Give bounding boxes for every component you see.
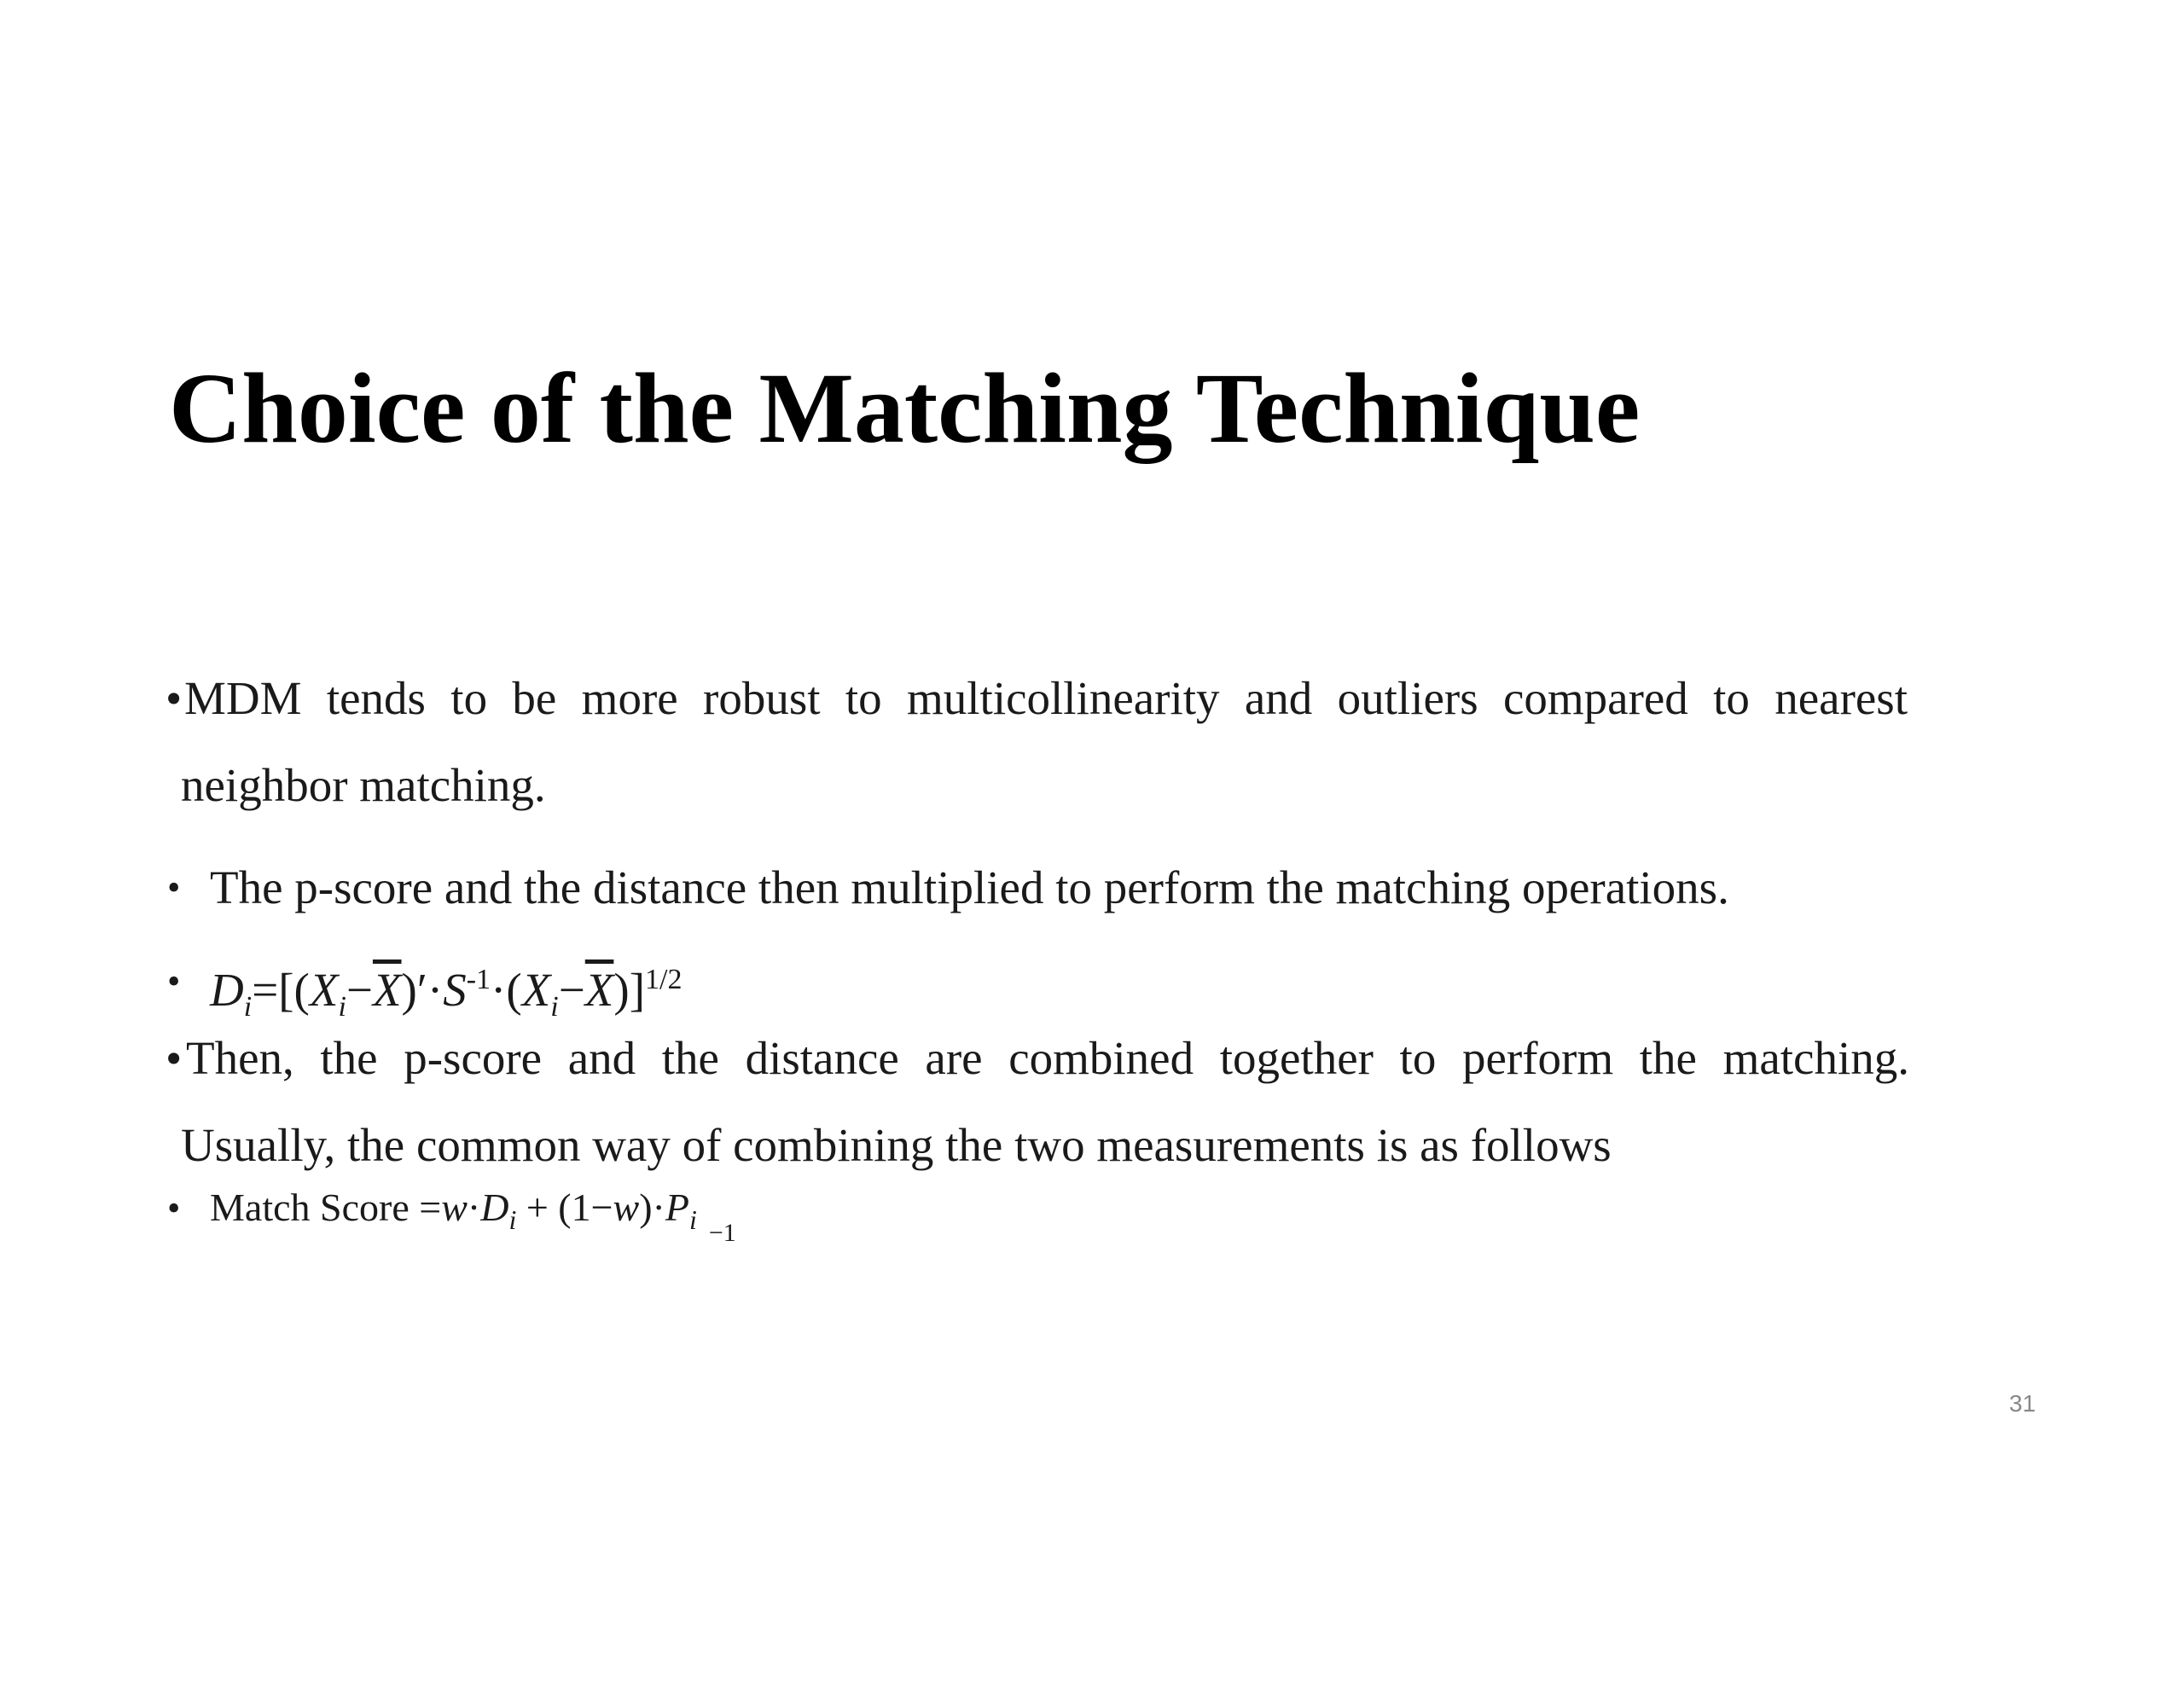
bullet-combined-line2: Usually, the common way of combining the two measurements is as follows	[181, 1119, 1612, 1171]
mahalanobis-formula: $D_i=[(X_i-\overline{X})'\cdot S^{-1}\cdot(X_i-\overline{X})]^{1/2}$	[210, 964, 682, 1023]
bullet-mdm-line1: MDM tends to be more robust to multicollinearity and outliers compared to nearest	[184, 672, 1908, 724]
page-number: 31	[2009, 1390, 2036, 1417]
match-score-formula: Match Score $=w\cdot D_i + (1-w)\cdot P_i$ $_{-1}$	[210, 1186, 736, 1247]
bullet-marker: •	[167, 1187, 181, 1229]
bullet-pscore-text: The p-score and the distance then multiplied to perform the matching operations.	[210, 861, 1729, 913]
bullet-combined-line1: Then, the p-score and the distance are combined together to perform the matching.	[186, 1032, 1909, 1084]
slide-title: Choice of the Matching Technique	[169, 352, 1641, 464]
bullet-mdm-line2: neighbor matching.	[181, 759, 546, 811]
bullet-marker: •	[166, 1032, 183, 1084]
bullet-marker: •	[166, 672, 183, 724]
bullet-marker: •	[167, 960, 181, 1002]
bullet-marker: •	[167, 867, 181, 908]
